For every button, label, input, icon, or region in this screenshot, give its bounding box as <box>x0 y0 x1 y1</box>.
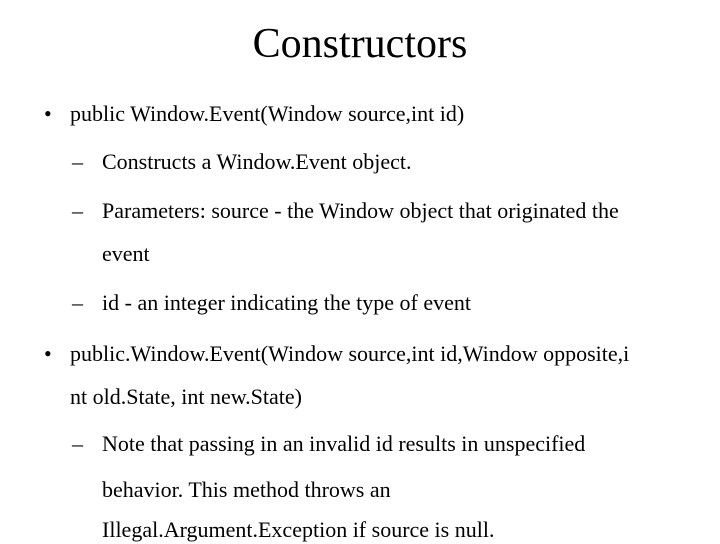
bullet-marker: • <box>44 341 52 366</box>
sub-bullet-text: Parameters: source - the Window object that originated the <box>102 198 619 223</box>
bullet-marker: • <box>44 101 52 126</box>
dash-marker: – <box>72 290 83 315</box>
bullet-text-continued: nt old.State, int new.State) <box>70 384 302 409</box>
dash-marker: – <box>72 198 83 223</box>
dash-marker: – <box>72 149 83 174</box>
sub-bullet-text: id - an integer indicating the type of event <box>102 290 471 315</box>
bullet-text: public Window.Event(Window source,int id) <box>70 101 465 126</box>
sub-bullet-text: Note that passing in an invalid id results in unspecified <box>102 431 586 456</box>
dash-marker: – <box>72 431 83 456</box>
slide-title: Constructors <box>252 21 468 67</box>
sub-bullet-text-continued: Illegal.Argument.Exception if source is null. <box>102 517 495 542</box>
sub-bullet-text: Constructs a Window.Event object. <box>102 149 412 174</box>
sub-bullet-text-continued: event <box>102 241 150 266</box>
sub-bullet-text-continued: behavior. This method throws an <box>102 477 391 502</box>
bullet-text: public.Window.Event(Window source,int id,Window opposite,i <box>70 341 630 366</box>
